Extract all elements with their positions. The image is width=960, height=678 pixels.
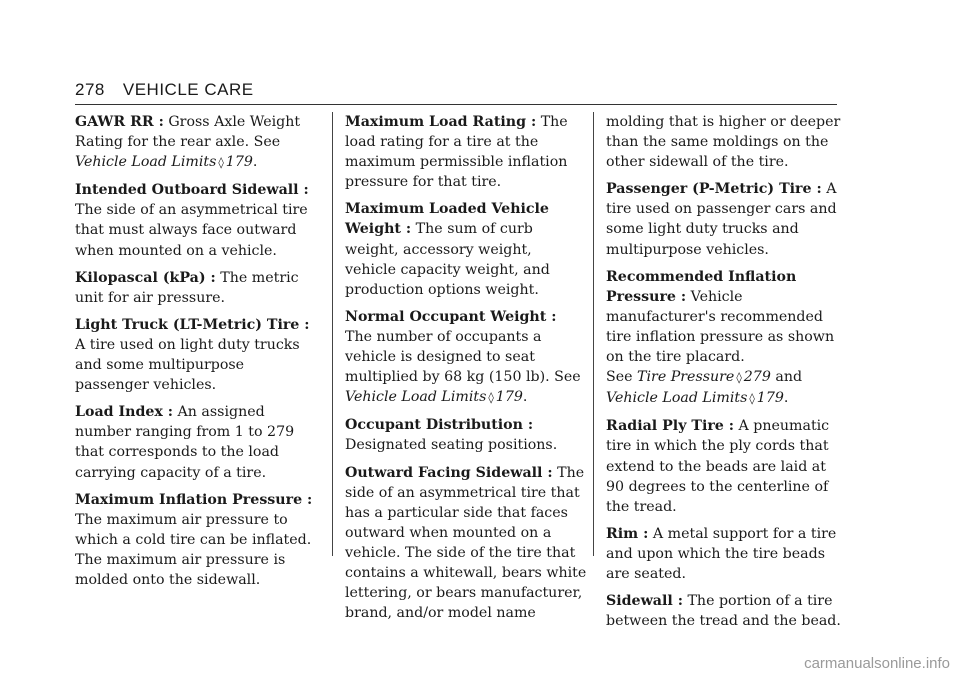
cross-reference-link[interactable]: Vehicle Load Limits	[75, 154, 217, 171]
definition-maximum-loaded-vehicle-weight	[345, 199, 587, 299]
column-divider-1	[332, 112, 333, 556]
definition-recommended-inflation-pressure	[606, 267, 848, 410]
term: Occupant Distribution :	[345, 417, 534, 434]
definition-kilopascal	[75, 268, 317, 308]
term: Load Index :	[75, 404, 174, 421]
definition-gawr-rr	[75, 112, 317, 173]
definition-outward-facing-sidewall	[345, 463, 587, 624]
term: Passenger (P-Metric) Tire :	[606, 181, 822, 198]
term: Maximum Loaded Vehicle Weight :	[345, 201, 549, 238]
punctuation: .	[783, 390, 789, 407]
page-arrow-icon: ◊	[736, 371, 742, 385]
term: Sidewall :	[606, 593, 683, 610]
term: Normal Occupant Weight :	[345, 308, 557, 325]
definition-text: A metal support for a tire and upon which the tire beads are seated.	[606, 525, 837, 582]
definition-text: A tire used on passenger cars and some light duty trucks and multipurpose vehicles.	[606, 181, 837, 258]
page-arrow-icon: ◊	[749, 392, 755, 406]
punctuation: .	[252, 154, 258, 171]
definition-sidewall	[606, 591, 848, 631]
page-arrow-icon: ◊	[218, 156, 224, 170]
term: Maximum Inflation Pressure :	[75, 491, 313, 508]
definition-light-truck-tire	[75, 315, 317, 395]
column-3	[606, 112, 848, 638]
watermark: carmanualsonline.info	[804, 655, 950, 672]
definition-text: The side of an asymmetrical tire that must always face outward when mounted on a vehicle.	[75, 202, 308, 259]
definition-rim	[606, 524, 848, 584]
cross-reference-link[interactable]: Tire Pressure	[637, 369, 735, 386]
cross-reference-link[interactable]: Vehicle Load Limits	[606, 390, 748, 407]
definition-text: The sum of curb weight, accessory weight, vehicle capacity weight, and production options weight.	[345, 221, 550, 298]
definition-text: The maximum air pressure to which a cold tire can be inflated. The maximum air pressure is molded onto the sidewall.	[75, 511, 312, 588]
definition-maximum-inflation-pressure	[75, 490, 317, 590]
page-number: 278	[75, 80, 105, 99]
term: Radial Ply Tire :	[606, 418, 735, 435]
definition-normal-occupant-weight	[345, 307, 587, 408]
reference-page[interactable]: 279	[743, 369, 771, 386]
term: Intended Outboard Sidewall :	[75, 182, 309, 199]
definition-text: An assigned number ranging from 1 to 279 that corresponds to the load carrying capacity of a tire.	[75, 404, 295, 481]
term: Maximum Load Rating :	[345, 114, 537, 130]
definition-intended-outboard-sidewall	[75, 180, 317, 260]
page-header	[75, 80, 254, 100]
term: Recommended Inflation Pressure :	[606, 268, 797, 305]
definition-occupant-distribution	[345, 415, 587, 455]
term: GAWR RR :	[75, 114, 164, 130]
term: Light Truck (LT-Metric) Tire :	[75, 316, 310, 333]
definition-text: A tire used on light duty trucks and some multipurpose passenger vehicles.	[75, 336, 300, 394]
definition-text: Gross Axle Weight Rating for the rear axle. See	[75, 114, 301, 151]
term: Outward Facing Sidewall :	[345, 464, 553, 481]
cross-reference-link[interactable]: Vehicle Load Limits	[345, 389, 487, 406]
column-2	[345, 112, 587, 630]
definition-text: Designated seating positions.	[345, 437, 558, 454]
definition-radial-ply-tire	[606, 416, 848, 516]
reference-page[interactable]: 179	[495, 389, 523, 406]
definition-text: Vehicle manufacturer's recommended tire inflation pressure as shown on the tire placard.	[606, 288, 835, 366]
punctuation: .	[522, 389, 528, 406]
reference-page[interactable]: 179	[756, 390, 784, 407]
reference-page[interactable]: 179	[225, 154, 253, 171]
page-arrow-icon: ◊	[488, 391, 494, 405]
definition-continuation: molding that is higher or deeper than the same moldings on the other sidewall of the tire.	[606, 114, 841, 171]
and-text: and	[770, 369, 803, 386]
section-title: VEHICLE CARE	[122, 80, 254, 99]
see-text: See	[606, 369, 638, 386]
column-divider-2	[593, 112, 594, 556]
definition-text: The portion of a tire between the tread and the bead.	[606, 593, 841, 630]
definition-text: The load rating for a tire at the maximum permissible inflation pressure for that tire.	[345, 114, 568, 191]
definition-text: The side of an asymmetrical tire that has a particular side that faces outward when mounted on a vehicle. The side of the tire that contains a whitewall, bears white lettering, or bears manufacturer, brand, and/or model name	[345, 464, 587, 622]
definition-text: The number of occupants a vehicle is designed to seat multiplied by 68 kg (150 lb). See	[345, 328, 581, 386]
definition-text: A pneumatic tire in which the ply cords that extend to the beads are laid at 90 degrees to the centerline of the tread.	[606, 418, 830, 515]
header-rule	[75, 104, 837, 105]
term: Kilopascal (kPa) :	[75, 269, 216, 286]
definition-passenger-tire	[606, 179, 848, 259]
definition-maximum-load-rating	[345, 112, 587, 192]
definition-text: The metric unit for air pressure.	[75, 269, 299, 306]
term: Rim :	[606, 525, 649, 542]
definition-load-index	[75, 402, 317, 482]
column-1	[75, 112, 317, 597]
